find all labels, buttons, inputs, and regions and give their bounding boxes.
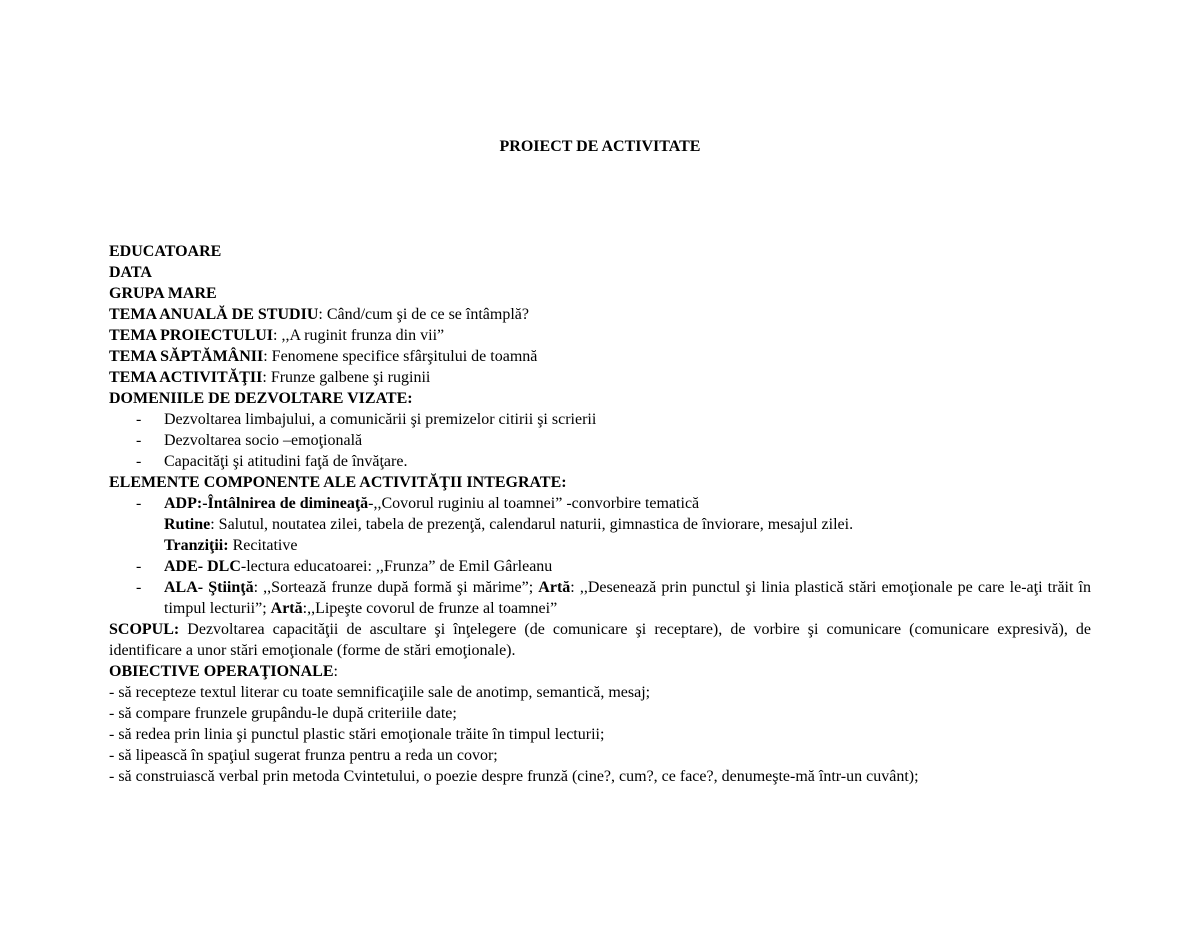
domenii-item-text: Dezvoltarea limbajului, a comunicării şi premizelor citirii şi scrierii [164,411,597,428]
rutine-value: : Salutul, noutatea zilei, tabela de prezenţă, calendarul naturii, gimnastica de înviorare, mesajul zilei. [210,516,854,533]
dash-marker: - [136,495,142,512]
dash-marker: - [136,453,142,470]
adp-line [164,493,1091,514]
dash-marker: - [136,579,142,596]
elemente-item-ala [109,577,1091,619]
tema-saptamanii-value: : Fenomene specifice sfârşitului de toamnă [263,348,538,365]
tema-anuala-value: : Când/cum şi de ce se întâmplă? [318,306,529,323]
document-body [109,241,1091,787]
obiective-heading [109,661,1091,682]
tema-activitatii-label: TEMA ACTIVITĂŢII [109,369,263,386]
tema-activitatii [109,367,1091,388]
domenii-heading: DOMENIILE DE DEZVOLTARE VIZATE: [109,390,413,407]
tema-saptamanii-label: TEMA SĂPTĂMÂNII [109,348,264,365]
data-field: DATA [109,264,152,281]
obiective-label: OBIECTIVE OPERAŢIONALE [109,663,334,680]
ala-value-3: :,,Lipeşte covorul de frunze al toamnei” [302,600,558,617]
elemente-list [109,493,1091,619]
elemente-item-adp [109,493,1091,556]
tema-activitatii-value: : Frunze galbene şi ruginii [262,369,431,386]
domenii-item [109,451,1091,472]
arta-label-2: Artă [270,600,303,617]
arta-label-1: Artă [538,579,571,596]
obiectiv-item: - să lipească în spaţiul sugerat frunza pentru a reda un covor; [109,747,498,764]
domenii-item-text: Capacităţi şi atitudini faţă de învăţare. [164,453,408,470]
tranzitii-label: Tranziţii: [164,537,229,554]
obiectiv-item: - să construiască verbal prin metoda Cvintetului, o poezie despre frunză (cine?, cum?, ce face?, denumeşte-mă într-un cuvânt); [109,768,919,785]
tranzitii-value: Recitative [228,537,298,554]
obiectiv-item: - să redea prin linia şi punctul plastic stări emoţionale trăite în timpul lecturii; [109,726,605,743]
ade-value: -lectura educatoarei: ,,Frunza” de Emil Gârleanu [240,558,553,575]
scopul-value: Dezvoltarea capacităţii de ascultare şi înţelegere (de comunicare şi receptare), de vorbire şi comunicare (comunicare expresivă), de identificare a unor stări emoţionale (forme de stări emoţionale). [109,621,1091,659]
domenii-item [109,430,1091,451]
ala-label: ALA- Ştiinţă [164,579,254,596]
tema-proiectului [109,325,1091,346]
tema-anuala-label: TEMA ANUALĂ DE STUDIU [109,306,319,323]
scopul-paragraph [109,619,1091,661]
tema-anuala [109,304,1091,325]
ade-label: ADE- DLC [164,558,241,575]
adp-label: ADP:-Întâlnirea de dimineaţă [164,495,369,512]
tranzitii-line [164,535,1091,556]
adp-value: -,,Covorul ruginiu al toamnei” -convorbire tematică [368,495,700,512]
tema-saptamanii [109,346,1091,367]
grupa-field: GRUPA MARE [109,285,217,302]
obiectiv-item: - să recepteze textul literar cu toate semnificaţiile sale de anotimp, semantică, mesaj; [109,684,651,701]
rutine-line [164,514,1091,535]
elemente-item-ade [109,556,1091,577]
elemente-heading: ELEMENTE COMPONENTE ALE ACTIVITĂŢII INTEGRATE: [109,474,567,491]
domenii-item-text: Dezvoltarea socio –emoţională [164,432,363,449]
ala-value-2: : ,,Desenează prin punctul şi linia plastică stări emoţionale pe care le-aţi trăit în timpul lecturii”; [164,579,1092,617]
dash-marker: - [136,558,142,575]
scopul-label: SCOPUL: [109,621,180,638]
obiectiv-item: - să compare frunzele grupându-le după criteriile date; [109,705,457,722]
domenii-list [109,409,1091,472]
tema-proiectului-label: TEMA PROIECTULUI [109,327,274,344]
ala-value-1: : ,,Sortează frunze după formă şi mărime”; [253,579,539,596]
dash-marker: - [136,411,142,428]
domenii-item [109,409,1091,430]
educatoare-field: EDUCATOARE [109,243,222,260]
obiective-colon: : [333,663,338,680]
dash-marker: - [136,432,142,449]
rutine-label: Rutine [164,516,211,533]
tema-proiectului-value: : ,,A ruginit frunza din vii” [273,327,445,344]
document-title: PROIECT DE ACTIVITATE [499,138,701,155]
